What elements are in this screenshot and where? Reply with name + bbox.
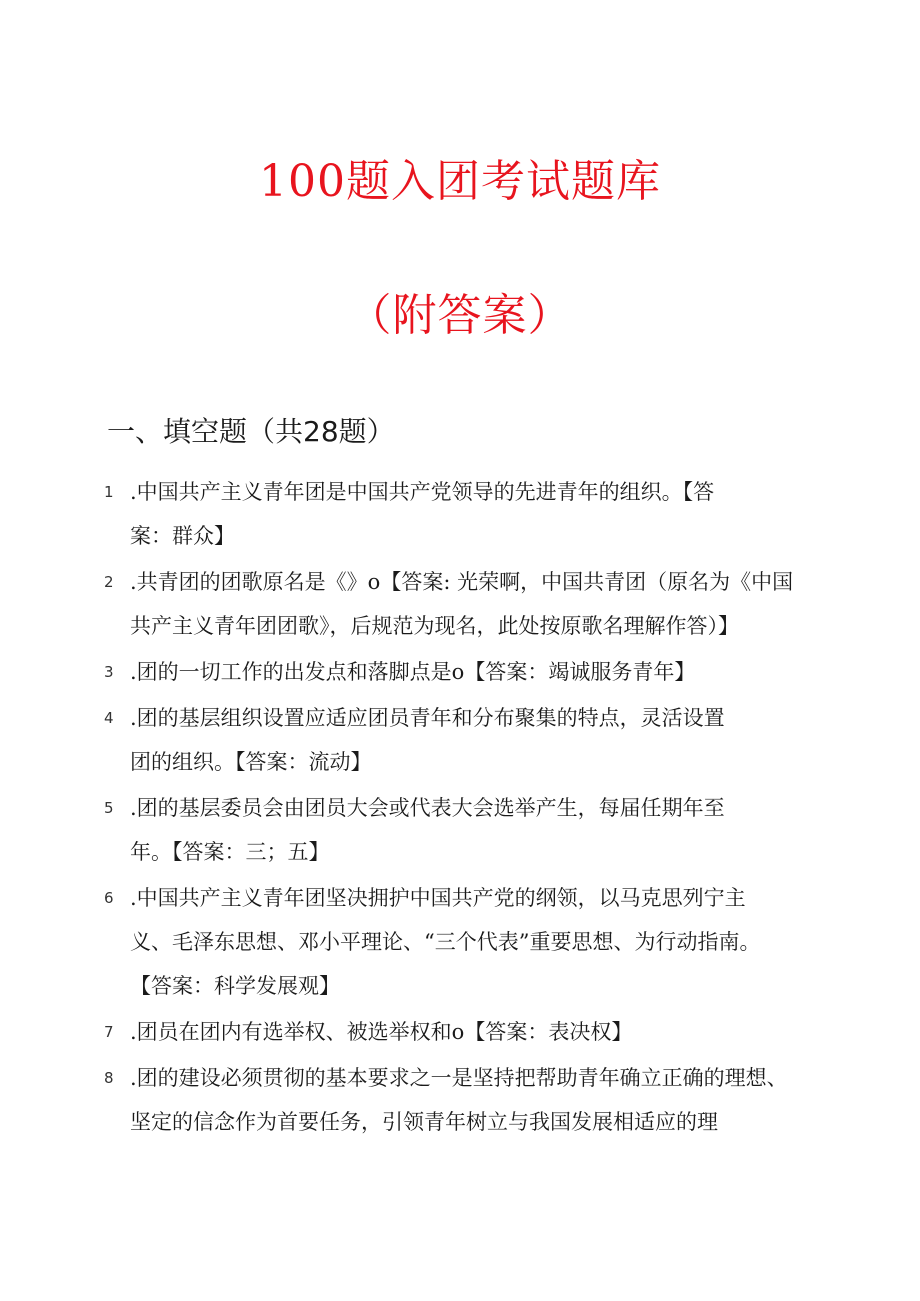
question-number: 4 — [104, 709, 114, 727]
question-text-line: .团员在团内有选举权、被选举权和o【答案：表决权】 — [130, 1020, 633, 1044]
question-text-line: .中国共产主义青年团坚决拥护中国共产党的纲领，以马克思列宁主 — [130, 886, 746, 910]
question-text-line: .团的一切工作的出发点和落脚点是o【答案：竭诚服务青年】 — [130, 660, 696, 684]
question-number: 1 — [104, 483, 114, 501]
question-item — [104, 560, 824, 648]
question-item — [104, 1056, 824, 1144]
question-item — [104, 696, 824, 784]
question-item — [104, 470, 824, 558]
question-text-line: .团的基层组织设置应适应团员青年和分布聚集的特点，灵活设置 — [130, 706, 725, 730]
question-list — [104, 470, 824, 1144]
question-text-line: 团的组织。【答案：流动】 — [130, 750, 372, 774]
question-text-line: 共产主义青年团团歌》，后规范为现名，此处按原歌名理解作答）】 — [130, 614, 739, 638]
question-text-line: 案：群众】 — [130, 524, 235, 548]
question-number: 3 — [104, 663, 114, 681]
question-item — [104, 1010, 824, 1054]
question-text-line: .中国共产主义青年团是中国共产党领导的先进青年的组织。【答 — [130, 480, 715, 504]
question-text-line: 坚定的信念作为首要任务，引领青年树立与我国发展相适应的理 — [130, 1110, 718, 1134]
question-text-line: 年。【答案：三；五】 — [130, 840, 330, 864]
question-number: 7 — [104, 1023, 114, 1041]
question-text-line: .共青团的团歌原名是《》o【答案: 光荣啊，中国共青团（原名为《中国 — [130, 570, 794, 594]
question-number: 8 — [104, 1069, 114, 1087]
question-number: 6 — [104, 889, 114, 907]
question-text-line: 【答案：科学发展观】 — [130, 974, 340, 998]
question-number: 5 — [104, 799, 114, 817]
question-item — [104, 786, 824, 874]
question-text-line: 义、毛泽东思想、邓小平理论、“三个代表”重要思想、为行动指南。 — [130, 930, 761, 954]
question-number: 2 — [104, 573, 114, 591]
question-text-line: .团的建设必须贯彻的基本要求之一是坚持把帮助青年确立正确的理想、 — [130, 1066, 788, 1090]
question-text-line: .团的基层委员会由团员大会或代表大会选举产生，每届任期年至 — [130, 796, 725, 820]
document-subtitle: （附答案） — [347, 290, 573, 341]
question-item — [104, 876, 824, 1008]
document-title: 100题入团考试题库 — [259, 156, 661, 207]
question-item — [104, 650, 824, 694]
section-heading: 一、填空题（共28题） — [107, 415, 395, 448]
